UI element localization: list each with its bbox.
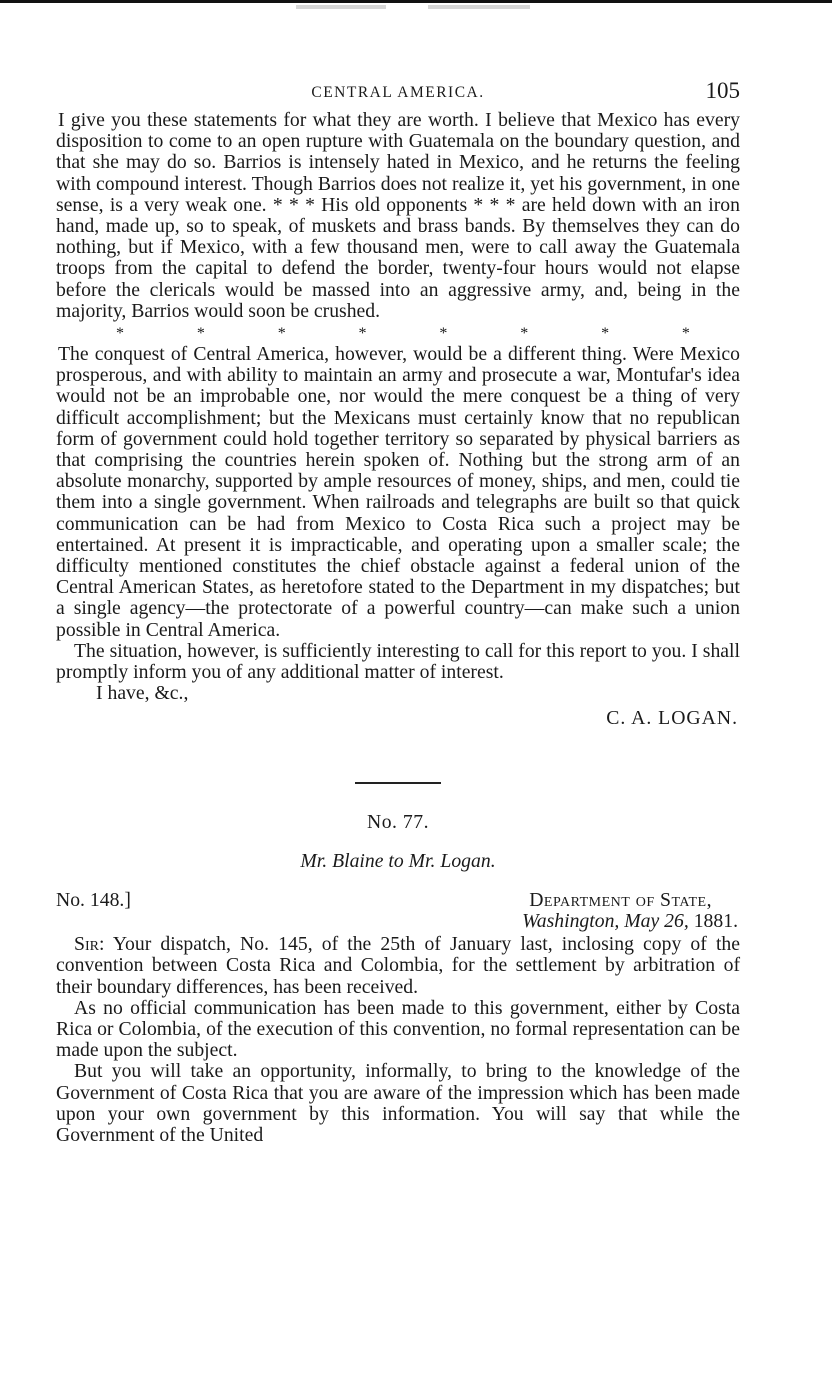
department-block: [522, 890, 738, 932]
place-date-text: Washington, May 26,: [522, 910, 689, 933]
closing-line: I have, &c.,: [96, 682, 189, 705]
dispatch-number: No. 148.]: [56, 889, 131, 912]
page-number: 105: [705, 78, 740, 103]
asterisk-separator: [56, 322, 740, 344]
book-page: [56, 78, 740, 1146]
letter-paragraph-communication: As no official communication has been made to this government, either by Costa Rica or Colombia, of the execution of this convention, no formal representation can be made upon the subject.: [56, 996, 740, 1062]
salutation: Sir:: [74, 933, 105, 956]
asterisk: *: [196, 325, 205, 343]
print-smudge: [428, 5, 530, 9]
paragraph-situation: The situation, however, is sufficiently interesting to call for this report to you. I shall promptly inform you of any additional matter of interest.: [56, 639, 740, 684]
paragraph-statements: I give you these statements for what they are worth. I believe that Mexico has every disposition to come to an open rupture with Guatemala on the boundary question, and that she may do so. Barrios is intensely hated in Mexico, and he returns the feeling with compound interest. Though Barrios does not realize it, yet his government, in one sense, is a very weak one. * * * His old opponents * * * are held down with an iron hand, made up, so to speak, of muskets and brass bands. By themselves they can do nothing, but if Mexico, with a few thousand men, were to call away the Guatemala troops from the capital to defend the border, twenty-four hours would not elapse before the clericals would be massed into an aggressive army, and, being in the majority, Barrios would soon be crushed.: [56, 109, 740, 322]
asterisk: *: [358, 325, 367, 343]
letter-paragraph-text: Your dispatch, No. 145, of the 25th of January last, inclosing copy of the convention between Costa Rica and Colombia, for the settlement by arbitration of their boundary differences, has been received.: [56, 933, 740, 998]
document-heading: Mr. Blaine to Mr. Logan.: [300, 849, 496, 872]
signature: C. A. LOGAN.: [606, 707, 738, 730]
paragraph-conquest: The conquest of Central America, however, would be a different thing. Were Mexico prosperous, and with ability to maintain an army and prosecute a war, Montufar's idea would not be an improbable one, nor would the mere conquest be a thing of very difficult accomplishment; but the Mexicans must certainly know that no republican form of government could hold together territory so separated by physical barriers as that comprising the countries herein spoken of. Nothing but the strong arm of an absolute monarchy, supported by ample resources of money, ships, and men, could tie them into a single government. When railroads and telegraphs are built so that quick communication can be had from Mexico to Costa Rica such a project may be entertained. At present it is impracticable, and operating upon a smaller scale; the difficulty mentioned constitutes the chief obstacle against a federal union of the Central American States, as heretofore stated to the Department in my dispatches; but a single agency—the protectorate of a powerful country—can make such a union possible in Central America.: [56, 343, 740, 641]
running-title: CENTRAL AMERICA.: [311, 84, 485, 101]
place-date: [522, 911, 738, 932]
print-smudge: [296, 5, 386, 9]
document-number: No. 77.: [366, 810, 429, 833]
department-name: Department of State,: [529, 889, 712, 912]
asterisk: *: [277, 325, 286, 343]
letter-paragraph-dispatch: [56, 934, 740, 998]
asterisk: *: [681, 325, 690, 343]
top-border-rule: [0, 0, 832, 3]
letter-header: [56, 890, 740, 934]
letter-paragraph-opportunity: But you will take an opportunity, informally, to bring to the knowledge of the Government of Costa Rica that you are aware of the impression which has been made upon your own government by this information. You will say that while the Government of the United: [56, 1060, 740, 1146]
date-year: 1881.: [693, 910, 738, 933]
asterisk: *: [601, 325, 610, 343]
running-head: [56, 78, 740, 110]
asterisk: *: [116, 325, 124, 343]
section-divider: [355, 782, 441, 784]
asterisk: *: [520, 325, 529, 343]
asterisk: *: [439, 325, 448, 343]
